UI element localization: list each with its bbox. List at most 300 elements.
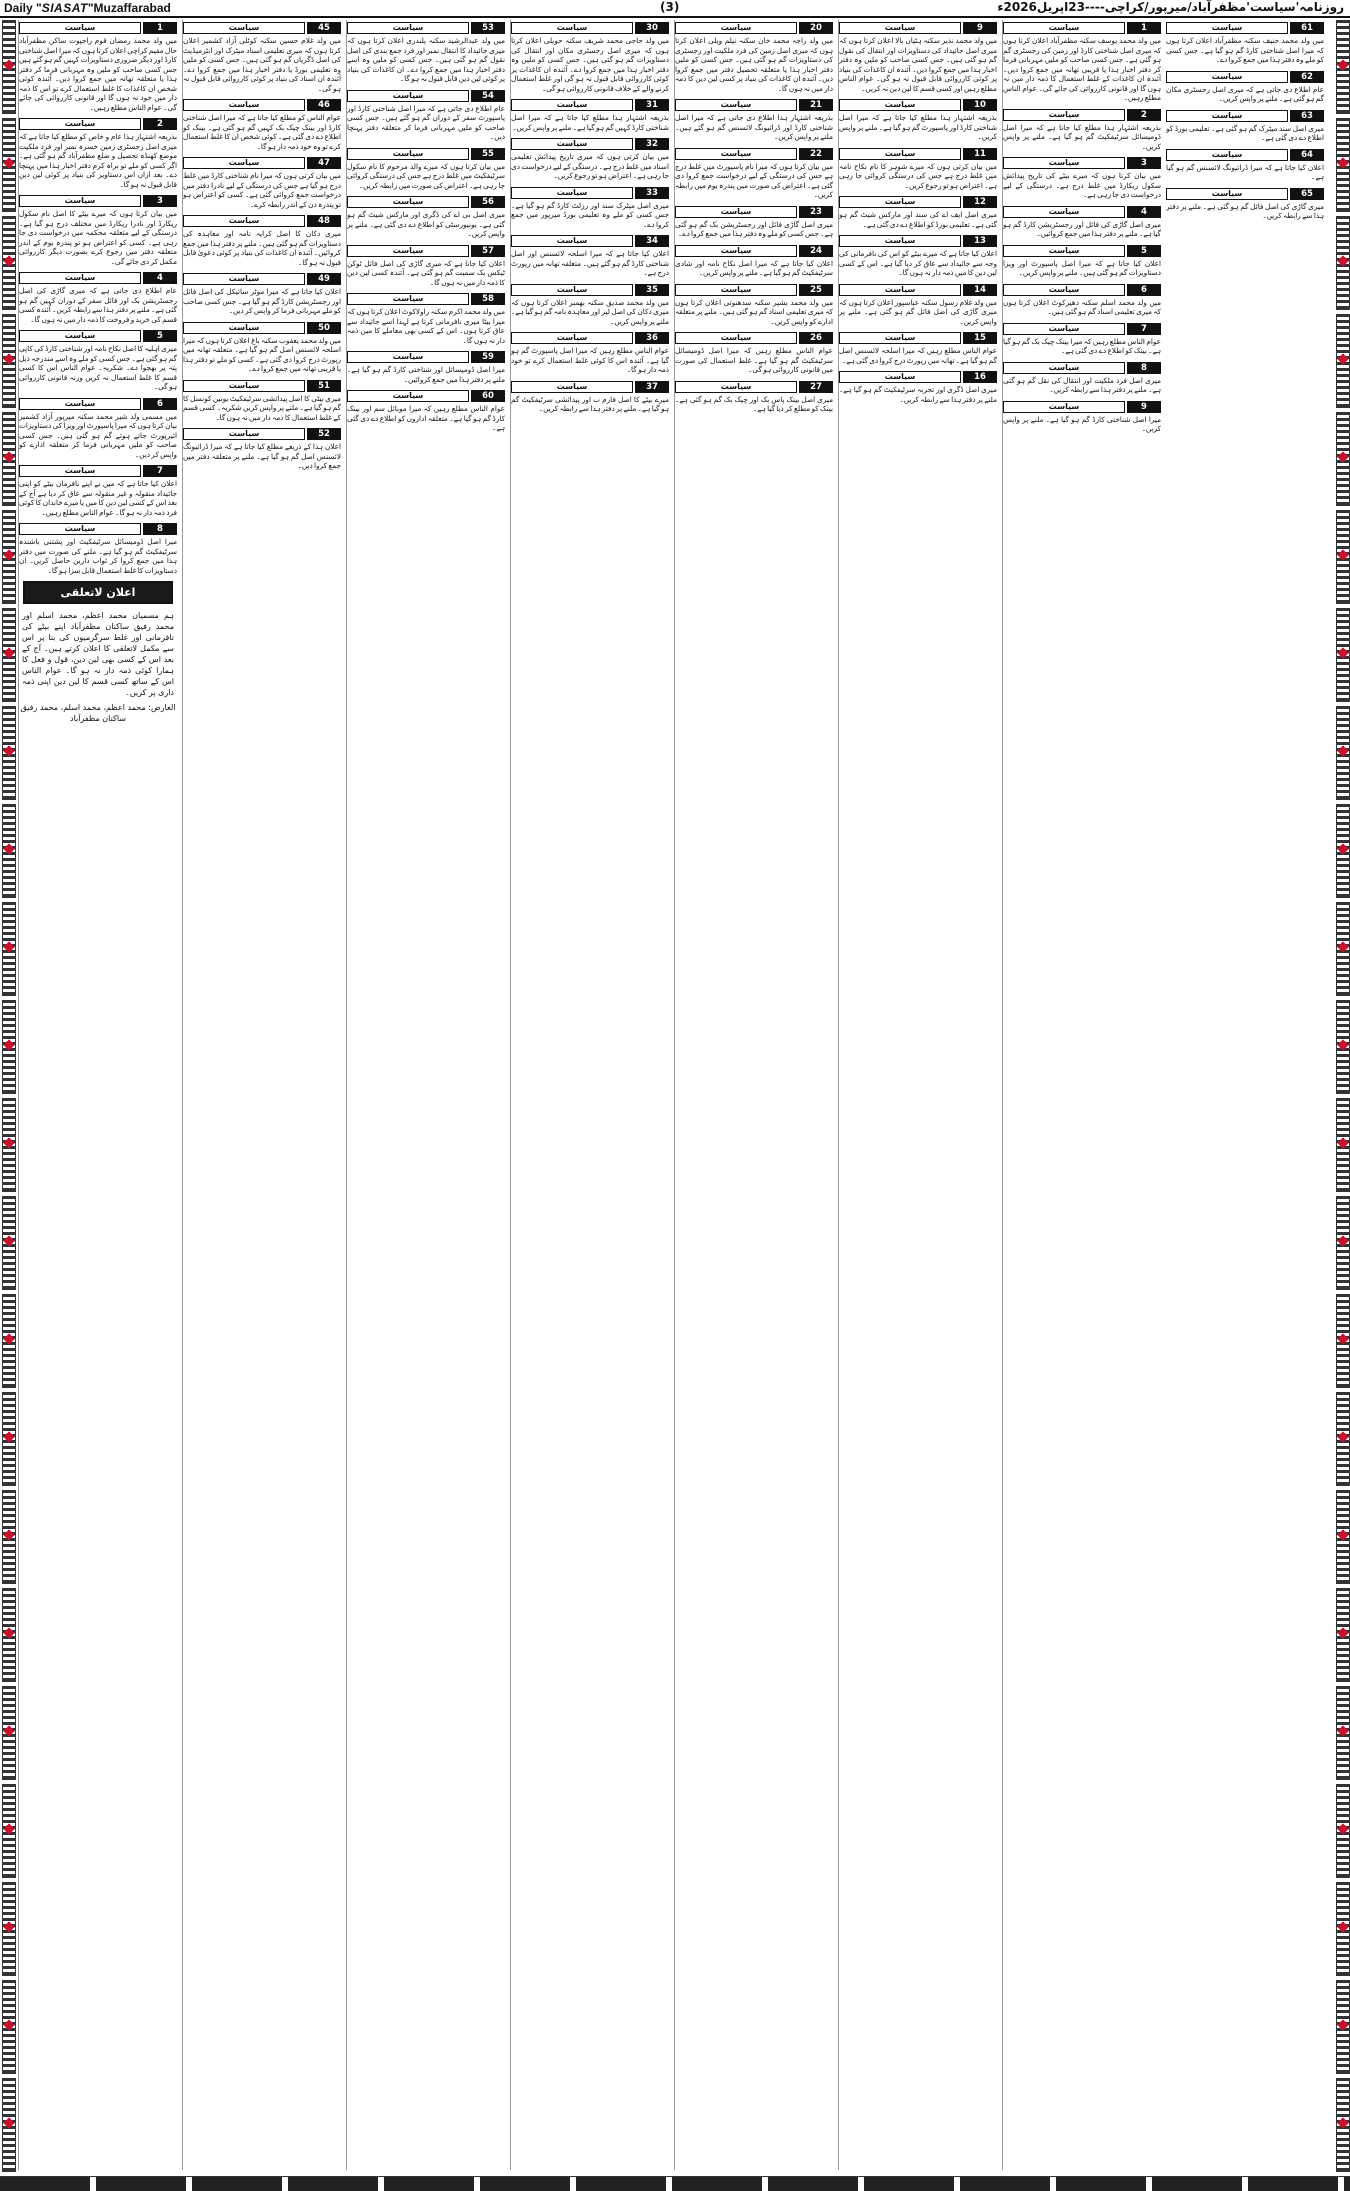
classified-ad bbox=[183, 428, 341, 471]
ad-number: 2 bbox=[1127, 109, 1161, 121]
ad-header bbox=[675, 99, 833, 111]
ad-body: میری گاڑی کی اصل فائل گم ہو گئی ہے۔ ملنے پر دفتر ہذا سے رابطہ کریں۔ bbox=[1166, 201, 1324, 220]
ad-brand-label: سیاست bbox=[19, 118, 141, 130]
ad-number: 58 bbox=[471, 293, 505, 305]
ad-brand-label: سیاست bbox=[839, 332, 961, 344]
ad-header bbox=[1003, 109, 1161, 121]
ad-header bbox=[1166, 22, 1324, 34]
strip-ornament bbox=[2, 216, 16, 310]
ad-header bbox=[183, 215, 341, 227]
classified-ad bbox=[511, 284, 669, 327]
ad-number: 36 bbox=[635, 332, 669, 344]
ad-header bbox=[511, 22, 669, 34]
masthead-left bbox=[4, 1, 171, 15]
strip-ornament bbox=[1336, 1000, 1350, 1094]
classified-ad bbox=[347, 22, 505, 84]
ad-number: 26 bbox=[799, 332, 833, 344]
classified-ad bbox=[183, 157, 341, 209]
ad-brand-label: سیاست bbox=[347, 90, 469, 102]
ad-brand-label: سیاست bbox=[675, 284, 797, 296]
ad-brand-label: سیاست bbox=[1166, 71, 1288, 83]
ad-number: 48 bbox=[307, 215, 341, 227]
classified-ad bbox=[347, 90, 505, 142]
ad-brand-label: سیاست bbox=[183, 380, 305, 392]
strip-ornament bbox=[2, 412, 16, 506]
ad-body: میں بیان کرتی ہوں کہ میرا نام شناختی کارڈ میں غلط درج ہو گیا ہے جس کی درستگی کے لیے نادرا دفتر میں درخواست جمع کروائی گئی ہے۔ کسی کو اعتراض ہو تو پندرہ دن کے اندر رابطہ کرے۔ bbox=[183, 171, 341, 209]
ad-header bbox=[1003, 323, 1161, 335]
ad-number: 57 bbox=[471, 245, 505, 257]
ad-body: میری اصل ڈگری اور تجربہ سرٹیفکیٹ گم ہو گیا ہے۔ ملنے پر دفتر ہذا سے رابطہ کریں۔ bbox=[839, 385, 997, 404]
classified-ad bbox=[675, 148, 833, 200]
strip-ornament bbox=[1336, 608, 1350, 702]
ad-number: 60 bbox=[471, 390, 505, 402]
strip-ornament bbox=[2, 608, 16, 702]
ad-brand-label: سیاست bbox=[1003, 323, 1125, 335]
classified-ad bbox=[839, 22, 997, 93]
ad-number: 14 bbox=[963, 284, 997, 296]
ad-body: میں ولد محمد نذیر سکنہ ہٹیاں بالا اعلان کرتا ہوں کہ میری اصل جائیداد کی دستاویزات اور انتقال کی نقول گم ہو گئی ہیں۔ جس کسی صاحب کو ملیں وہ دفتر اخبار ہذا میں جمع کروا دیں۔ آئندہ ان کاغذات کی بنیاد پر کوئی کارروائی قابل قبول نہ ہو گی۔ عوام الناس مطلع رہیں اور کسی قسم کا لین دین نہ کریں۔ bbox=[839, 36, 997, 93]
ad-column bbox=[182, 20, 341, 2170]
ad-body: میں ولد محمد یعقوب سکنہ باغ اعلان کرتا ہوں کہ میرا اسلحہ لائسنس اصل گم ہو گیا ہے۔ متعلقہ تھانہ میں رپورٹ درج کروا دی گئی ہے۔ کسی کو ملے تو دفتر ہذا یا قریبی تھانہ میں جمع کروا دے۔ bbox=[183, 335, 341, 373]
ad-body: اعلان کیا جاتا ہے کہ میرا اصل نکاح نامہ اور شادی سرٹیفکیٹ گم ہو گیا ہے۔ ملنے پر واپس کریں۔ bbox=[675, 258, 833, 277]
ad-header bbox=[511, 332, 669, 344]
ad-header bbox=[183, 99, 341, 111]
classified-ad bbox=[1003, 323, 1161, 356]
right-decorative-strip bbox=[1336, 20, 1350, 2170]
strip-ornament bbox=[2, 1392, 16, 1486]
classified-ad bbox=[183, 322, 341, 374]
ad-body: میں ولد محمد حنیف سکنہ مظفرآباد اعلان کرتا ہوں کہ میرا اصل شناختی کارڈ گم ہو گیا ہے۔ جس کسی کو ملے وہ دفتر ہذا میں جمع کروا دے۔ bbox=[1166, 36, 1324, 64]
ad-brand-label: سیاست bbox=[1003, 22, 1125, 34]
ad-brand-label: سیاست bbox=[347, 196, 469, 208]
ad-number: 33 bbox=[635, 187, 669, 199]
strip-ornament bbox=[1336, 1392, 1350, 1486]
classified-ad bbox=[675, 206, 833, 239]
ad-brand-label: سیاست bbox=[1003, 362, 1125, 374]
ad-header bbox=[675, 332, 833, 344]
ad-number: 31 bbox=[635, 99, 669, 111]
ad-brand-label: سیاست bbox=[347, 245, 469, 257]
notice-title: اعلان لاتعلقی bbox=[23, 581, 173, 604]
ad-brand-label: سیاست bbox=[19, 523, 141, 535]
ad-body: بذریعہ اشتہار ہذا مطلع کیا جاتا ہے کہ میرا اصل ڈومیسائل سرٹیفکیٹ گم ہو گیا ہے۔ ملنے پر واپس کریں۔ bbox=[1003, 122, 1161, 151]
masthead-prefix: Daily " bbox=[4, 1, 42, 15]
strip-ornament bbox=[1336, 1294, 1350, 1388]
ad-brand-label: سیاست bbox=[19, 465, 141, 477]
ad-body: میں ولد غلام رسول سکنہ عباسپور اعلان کرتا ہوں کہ میری گاڑی کی اصل فائل گم ہو گئی ہے۔ ملنے پر واپس کریں۔ bbox=[839, 297, 997, 326]
ad-brand-label: سیاست bbox=[511, 332, 633, 344]
ad-body: بذریعہ اشتہار ہذا مطلع کیا جاتا ہے کہ میرا اصل شناختی کارڈ کہیں گم ہو گیا ہے۔ ملنے پر واپس کریں۔ bbox=[511, 113, 669, 132]
classified-ad bbox=[183, 273, 341, 316]
ad-body: میں ولد عبدالرشید سکنہ پلندری اعلان کرتا ہوں کہ میری جائیداد کا انتقال نمبر اور فرد جمع بندی کی اصل نقول گم ہو گئی ہیں۔ جس کسی کو ملیں وہ اسے دفتر اخبار ہذا میں جمع کروا دے۔ ان کاغذات کی بنیاد پر کوئی لین دین قابل قبول نہ ہو گا۔ bbox=[347, 36, 505, 83]
ad-number: 64 bbox=[1290, 149, 1324, 161]
ad-header bbox=[1166, 71, 1324, 83]
ad-body: اعلان کیا جاتا ہے کہ میرا موٹر سائیکل کی اصل فائل اور رجسٹریشن کارڈ گم ہو گیا ہے۔ جس کسی صاحب کو ملے مہربانی فرما کر واپس کر دیں۔ bbox=[183, 287, 341, 315]
ad-number: 32 bbox=[635, 138, 669, 150]
ad-number: 25 bbox=[799, 284, 833, 296]
ad-brand-label: سیاست bbox=[675, 381, 797, 393]
ad-header bbox=[347, 148, 505, 160]
ad-header bbox=[1003, 22, 1161, 34]
classified-ad bbox=[1003, 109, 1161, 152]
ad-number: 62 bbox=[1290, 71, 1324, 83]
classified-ad bbox=[675, 332, 833, 375]
bottom-decorative-strip bbox=[0, 2176, 1350, 2191]
ad-header bbox=[675, 22, 833, 34]
classified-ad bbox=[675, 381, 833, 414]
ad-header bbox=[1166, 110, 1324, 122]
ad-header bbox=[511, 284, 669, 296]
classified-ad bbox=[839, 196, 997, 229]
strip-ornament bbox=[1336, 1882, 1350, 1976]
ad-body: میں بیان کرتا ہوں کہ میرے بیٹے کا اصل نام سکول ریکارڈ اور نادرا ریکارڈ میں مختلف درج ہو گیا ہے۔ درستگی کے لیے متعلقہ محکمہ میں درخواست دی جا رہی ہے۔ کسی کو اعتراض ہو تو پندرہ یوم کے اندر متعلقہ دفتر میں رجوع کرے بصورت دیگر کارروائی مکمل کر دی جائے گی۔ bbox=[19, 209, 177, 266]
ad-number: 23 bbox=[799, 206, 833, 218]
ad-body: عوام الناس مطلع رہیں کہ میرا اسلحہ لائسنس اصل گم ہو گیا ہے۔ تھانہ میں رپورٹ درج کروا دی گئی ہے۔ bbox=[839, 346, 997, 365]
ad-header bbox=[19, 398, 177, 410]
strip-ornament bbox=[1336, 902, 1350, 996]
ad-brand-label: سیاست bbox=[347, 293, 469, 305]
classified-ad bbox=[675, 99, 833, 142]
ad-number: 8 bbox=[143, 523, 177, 535]
ad-body: میں بیان کرتا ہوں کہ میرے بیٹے کی تاریخ پیدائش سکول ریکارڈ میں غلط درج ہے۔ درستگی کے لیے درخواست دی جا رہی ہے۔ bbox=[1003, 171, 1161, 199]
strip-ornament bbox=[2, 1686, 16, 1780]
strip-ornament bbox=[1336, 216, 1350, 310]
classified-ad bbox=[183, 22, 341, 93]
ad-header bbox=[1003, 245, 1161, 257]
ad-brand-label: سیاست bbox=[1166, 188, 1288, 200]
notice-body: ہم مسمیان محمد اعظم، محمد اسلم اور محمد رفیق ساکنان مظفرآباد اپنے بیٹے کی نافرمانی اور غلط سرگرمیوں کی بنا پر اس سے مکمل لاتعلقی کا اعلان کرتے ہیں۔ آج کے بعد اس کے کسی بھی لین دین، قول و فعل کا ہمارا کوئی ذمہ دار نہ ہو گا۔ عوام الناس اس کے ساتھ کسی قسم کا لین دین اپنی ذمہ داری پر کریں۔ bbox=[22, 611, 174, 697]
ad-header bbox=[19, 22, 177, 34]
ad-body: میں ولد محمد صدیق سکنہ بھمبر اعلان کرتا ہوں کہ میری دکان کی اصل لیز اور معاہدہ نامہ گم ہو گیا ہے۔ ملنے پر واپس کریں۔ bbox=[511, 297, 669, 326]
ad-header bbox=[347, 90, 505, 102]
ad-number: 16 bbox=[963, 371, 997, 383]
ad-number: 3 bbox=[1127, 157, 1161, 169]
classified-ad bbox=[1003, 157, 1161, 200]
ad-number: 3 bbox=[143, 195, 177, 207]
classified-ad bbox=[347, 245, 505, 288]
ad-body: میں ولد غلام حسین سکنہ کوٹلی آزاد کشمیر اعلان کرتا ہوں کہ میری تعلیمی اسناد میٹرک اور انٹرمیڈیٹ کی اصل ڈگریاں گم ہو گئی ہیں۔ جس کسی کو ملیں وہ تعلیمی بورڈ یا دفتر اخبار ہذا میں جمع کروا دے۔ آئندہ ان اسناد کی بنیاد پر کوئی کارروائی قابل قبول نہ ہو گی۔ bbox=[183, 36, 341, 93]
ad-body: میں ولد راجہ محمد خان سکنہ نیلم ویلی اعلان کرتا ہوں کہ میری اصل زمین کی فرد ملکیت اور رجسٹری کی دستاویزات گم ہو گئی ہیں۔ جس کسی کو ملیں دفتر اخبار ہذا یا متعلقہ تحصیل دفتر میں جمع کروا دیں۔ آئندہ ان کاغذات کی بنیاد پر کسی لین دین کا ذمہ دار میں نہ ہوں گا۔ bbox=[675, 36, 833, 93]
ad-header bbox=[839, 284, 997, 296]
ad-brand-label: سیاست bbox=[675, 245, 797, 257]
ad-body: میرا اصل شناختی کارڈ گم ہو گیا ہے۔ ملنے پر واپس کریں۔ bbox=[1003, 414, 1161, 433]
ad-brand-label: سیاست bbox=[839, 284, 961, 296]
page-number: (3) bbox=[660, 0, 680, 14]
ad-body: اعلان کیا جاتا ہے کہ میں نے اپنے نافرمان بیٹے کو اپنی جائیداد منقولہ و غیر منقولہ سے عاق کر دیا ہے آج کے بعد اس کے کسی لین دین کا میں یا میرے خاندان کا کوئی فرد ذمہ دار نہ ہو گا۔ عوام الناس مطلع رہیں۔ bbox=[19, 479, 177, 517]
ad-brand-label: سیاست bbox=[675, 22, 797, 34]
classified-ad bbox=[839, 332, 997, 365]
classified-ad bbox=[19, 398, 177, 460]
classified-ad bbox=[347, 148, 505, 191]
classified-columns bbox=[18, 20, 1332, 2170]
ad-header bbox=[839, 371, 997, 383]
ad-number: 1 bbox=[1127, 22, 1161, 34]
ad-brand-label: سیاست bbox=[19, 398, 141, 410]
ad-number: 49 bbox=[307, 273, 341, 285]
ad-number: 9 bbox=[963, 22, 997, 34]
ad-header bbox=[675, 245, 833, 257]
ad-body: بذریعہ اشتہار ہذا مطلع کیا جاتا ہے کہ میرا اصل شناختی کارڈ اور پاسپورٹ گم ہو گیا ہے۔ ملنے پر واپس کریں۔ bbox=[839, 113, 997, 141]
ad-number: 22 bbox=[799, 148, 833, 160]
ad-header bbox=[675, 381, 833, 393]
ad-column bbox=[18, 20, 177, 2170]
ad-column bbox=[1002, 20, 1161, 2170]
ad-brand-label: سیاست bbox=[347, 22, 469, 34]
ad-brand-label: سیاست bbox=[511, 99, 633, 111]
ad-header bbox=[347, 293, 505, 305]
strip-ornament bbox=[1336, 1196, 1350, 1290]
ad-header bbox=[511, 99, 669, 111]
classified-ad bbox=[1003, 284, 1161, 317]
ad-body: اعلان کیا جاتا ہے کہ میرا ڈرائیونگ لائسنس گم ہو گیا ہے۔ bbox=[1166, 162, 1324, 181]
ad-number: 7 bbox=[1127, 323, 1161, 335]
ad-number: 21 bbox=[799, 99, 833, 111]
ad-brand-label: سیاست bbox=[511, 22, 633, 34]
classified-ad bbox=[839, 235, 997, 278]
classified-ad bbox=[511, 138, 669, 181]
ad-brand-label: سیاست bbox=[839, 196, 961, 208]
ad-number: 35 bbox=[635, 284, 669, 296]
strip-ornament bbox=[2, 1784, 16, 1878]
classified-ad bbox=[511, 235, 669, 278]
classified-ad bbox=[675, 245, 833, 278]
classified-ad bbox=[511, 99, 669, 132]
ad-body: عوام الناس کو مطلع کیا جاتا ہے کہ میرا اصل شناختی کارڈ اور بینک چیک بک کہیں گم ہو گئی ہے۔ بینک کو اطلاع دے دی گئی ہے۔ کوئی شخص ان کا غلط استعمال کرے تو وہ خود ذمہ دار ہو گا۔ bbox=[183, 113, 341, 151]
ad-brand-label: سیاست bbox=[1166, 149, 1288, 161]
ad-brand-label: سیاست bbox=[675, 206, 797, 218]
ad-body: میں ولد محمد یوسف سکنہ مظفرآباد اعلان کرتا ہوں کہ میری اصل شناختی کارڈ اور زمین کی رجسٹری گم ہو گئی ہے۔ جس کسی صاحب کو ملیں مہربانی فرما کر دفتر اخبار ہذا یا قریبی تھانہ میں جمع کروا دیں۔ آئندہ ان کاغذات کے غلط استعمال کا ذمہ دار میں نہ ہوں گا اور قانونی کارروائی کی جائے گی۔ عوام الناس مطلع رہیں۔ bbox=[1003, 36, 1161, 102]
ad-number: 59 bbox=[471, 351, 505, 363]
ad-body: میری اصل گاڑی فائل اور رجسٹریشن بک گم ہو گئی ہے۔ جس کسی کو ملے وہ دفتر ہذا میں جمع کروا دے۔ bbox=[675, 219, 833, 238]
ad-number: 2 bbox=[143, 118, 177, 130]
ad-body: میں مسمی ولد شیر محمد سکنہ میرپور آزاد کشمیر بیان کرتا ہوں کہ میرا پاسپورٹ اور ویزا کی دستاویزات ائیرپورٹ جاتے ہوئے گم ہو گئی ہیں۔ جس کسی صاحب کو ملیں مہربانی فرما کر متعلقہ ادارے کو واپس کر دیں۔ bbox=[19, 411, 177, 459]
strip-ornament bbox=[2, 804, 16, 898]
ad-body: میری اصل گاڑی کی فائل اور رجسٹریشن کارڈ گم ہو گیا ہے۔ ملنے پر دفتر ہذا میں جمع کروائیں۔ bbox=[1003, 219, 1161, 238]
classified-ad bbox=[1166, 22, 1324, 65]
ad-number: 24 bbox=[799, 245, 833, 257]
strip-ornament bbox=[1336, 804, 1350, 898]
classified-ad bbox=[19, 272, 177, 324]
strip-ornament bbox=[2, 1098, 16, 1192]
ad-number: 20 bbox=[799, 22, 833, 34]
classified-ad bbox=[1166, 188, 1324, 221]
strip-ornament bbox=[1336, 314, 1350, 408]
ad-body: میں ولد محمد اکرم سکنہ راولاکوٹ اعلان کرتا ہوں کہ میرا بیٹا میری نافرمانی کرتا ہے لہذا اسے جائیداد سے عاق کرتا ہوں۔ اس کے کسی بھی معاملے کا میں ذمہ دار نہ ہوں گا۔ bbox=[347, 307, 505, 345]
ad-number: 5 bbox=[143, 330, 177, 342]
ad-body: میں ولد حاجی محمد شریف سکنہ حویلی اعلان کرتا ہوں کہ میری اصل رجسٹری مکان اور انتقال کی دستاویزات گم ہو گئی ہیں۔ جس کسی کو ملیں وہ دفتر اخبار ہذا میں جمع کروا دے۔ آئندہ ان کاغذات پر کوئی کارروائی قابل قبول نہ ہو گی اور غلط استعمال کرنے والے کے خلاف قانونی کارروائی ہو گی۔ bbox=[511, 36, 669, 93]
ad-brand-label: سیاست bbox=[839, 22, 961, 34]
strip-ornament bbox=[2, 314, 16, 408]
ad-header bbox=[1166, 149, 1324, 161]
ad-number: 45 bbox=[307, 22, 341, 34]
classified-ad bbox=[19, 118, 177, 189]
ad-number: 13 bbox=[963, 235, 997, 247]
ad-brand-label: سیاست bbox=[511, 381, 633, 393]
ad-column bbox=[346, 20, 505, 2170]
ad-header bbox=[347, 351, 505, 363]
ad-header bbox=[183, 157, 341, 169]
classified-ad bbox=[511, 332, 669, 375]
ad-number: 4 bbox=[143, 272, 177, 284]
ad-body: میری اصل ایف اے کی سند اور مارکس شیٹ گم ہو گئی ہے۔ تعلیمی بورڈ کو اطلاع دے دی گئی ہے۔ bbox=[839, 210, 997, 229]
strip-ornament bbox=[1336, 2078, 1350, 2172]
ad-brand-label: سیاست bbox=[1166, 110, 1288, 122]
ad-number: 10 bbox=[963, 99, 997, 111]
ad-brand-label: سیاست bbox=[839, 235, 961, 247]
classified-ad bbox=[183, 99, 341, 151]
ad-header bbox=[347, 245, 505, 257]
ad-body: میری اصل بینک پاس بک اور چیک بک گم ہو گئی ہے۔ بینک کو مطلع کر دیا گیا ہے۔ bbox=[675, 394, 833, 413]
strip-ornament bbox=[1336, 20, 1350, 114]
classified-ad bbox=[511, 22, 669, 93]
ad-header bbox=[511, 187, 669, 199]
ad-header bbox=[839, 235, 997, 247]
ad-header bbox=[183, 428, 341, 440]
ad-brand-label: سیاست bbox=[839, 148, 961, 160]
strip-ornament bbox=[2, 510, 16, 604]
ad-body: عوام الناس مطلع رہیں کہ میرا بینک چیک بک گم ہو گیا ہے۔ بینک کو اطلاع دے دی گئی ہے۔ bbox=[1003, 336, 1161, 355]
ad-brand-label: سیاست bbox=[675, 332, 797, 344]
ad-body: میں بیان کرتی ہوں کہ میری تاریخ پیدائش تعلیمی اسناد میں غلط درج ہے۔ درستگی کے لیے درخواست دی جا رہی ہے۔ اعتراض ہو تو رجوع کریں۔ bbox=[511, 152, 669, 180]
ad-header bbox=[511, 235, 669, 247]
ad-number: 53 bbox=[471, 22, 505, 34]
ad-header bbox=[675, 284, 833, 296]
classified-ad bbox=[1166, 149, 1324, 182]
classified-ad bbox=[19, 523, 177, 575]
ad-brand-label: سیاست bbox=[1003, 109, 1125, 121]
ad-brand-label: سیاست bbox=[347, 390, 469, 402]
ad-body: عام اطلاع دی جاتی ہے کہ میری اصل رجسٹری مکان گم ہو گئی ہے۔ ملنے پر واپس کریں۔ bbox=[1166, 84, 1324, 103]
ad-number: 52 bbox=[307, 428, 341, 440]
strip-ornament bbox=[1336, 706, 1350, 800]
ad-brand-label: سیاست bbox=[183, 22, 305, 34]
strip-ornament bbox=[2, 902, 16, 996]
classified-ad bbox=[511, 187, 669, 230]
ad-body: میں ولد محمد رمضان قوم راجپوت ساکن مظفرآباد حال مقیم کراچی اعلان کرتا ہوں کہ میرا اصل شناختی کارڈ اور دیگر ضروری دستاویزات کہیں گم ہو گئے ہیں جس کسی صاحب کو ملیں وہ مہربانی فرما کر دفتر ہذا یا متعلقہ تھانہ میں جمع کروا دیں۔ آئندہ کوئی شخص ان کاغذات کا غلط استعمال کرے تو اس کا ذمہ دار میں خود نہ ہوں گا اور قانونی کارروائی کی جائے گی۔ عوام الناس مطلع رہیں۔ bbox=[19, 36, 177, 112]
classified-ad bbox=[19, 330, 177, 392]
classified-ad bbox=[675, 22, 833, 93]
ad-body: عام اطلاع دی جاتی ہے کہ میرا اصل شناختی کارڈ اور پاسپورٹ سفر کے دوران گم ہو گئے ہیں۔ جس کسی صاحب کو ملیں مہربانی فرما کر متعلقہ دفتر پہنچا دیں۔ bbox=[347, 103, 505, 141]
ad-column bbox=[838, 20, 997, 2170]
strip-ornament bbox=[2, 1490, 16, 1584]
ad-header bbox=[839, 332, 997, 344]
ad-brand-label: سیاست bbox=[1166, 22, 1288, 34]
masthead-right: روزنامہ'سیاست'مظفرآباد/میرپور/کراچی----23اپریل2026ء bbox=[997, 0, 1344, 14]
ad-body: عوام الناس مطلع رہیں کہ میرا اصل پاسپورٹ گم ہو گیا ہے۔ آئندہ اس کا کوئی غلط استعمال کرے تو خود ذمہ دار ہو گا۔ bbox=[511, 346, 669, 374]
ad-body: اعلان کیا جاتا ہے کہ میری گاڑی کی اصل فائل ٹوکن ٹیکس بک سمیت گم ہو گئی ہے۔ آئندہ کسی لین دین کا ذمہ دار میں نہ ہوں گا۔ bbox=[347, 258, 505, 287]
strip-ornament bbox=[1336, 1098, 1350, 1192]
classified-ad bbox=[675, 284, 833, 327]
ad-header bbox=[19, 272, 177, 284]
strip-ornament bbox=[2, 1588, 16, 1682]
ad-header bbox=[183, 22, 341, 34]
ad-header bbox=[839, 99, 997, 111]
strip-ornament bbox=[1336, 1784, 1350, 1878]
strip-ornament bbox=[1336, 510, 1350, 604]
classified-ad bbox=[839, 99, 997, 142]
ad-number: 5 bbox=[1127, 245, 1161, 257]
ad-body: میں ولد محمد بشیر سکنہ سدھنوتی اعلان کرتا ہوں کہ میری تعلیمی اسناد گم ہو گئی ہیں۔ ملنے پر متعلقہ ادارے کو واپس کریں۔ bbox=[675, 297, 833, 326]
ad-body: بذریعہ اشتہار ہذا عام و خاص کو مطلع کیا جاتا ہے کہ میری اصل رجسٹری زمین خسرہ نمبر اور فرد ملکیت موضع کھنڈہ تحصیل و ضلع مظفرآباد گم ہو گئی ہے۔ اگر کسی کو ملے تو براہ کرم دفتر اخبار ہذا میں پہنچا دے۔ بعد ازاں اس دستاویز کی بنیاد پر کوئی لین دین قابل قبول نہ ہو گا۔ bbox=[19, 132, 177, 189]
ad-number: 65 bbox=[1290, 188, 1324, 200]
ad-number: 11 bbox=[963, 148, 997, 160]
ad-brand-label: سیاست bbox=[511, 284, 633, 296]
strip-ornament bbox=[1336, 412, 1350, 506]
ad-header bbox=[19, 523, 177, 535]
ad-brand-label: سیاست bbox=[1003, 245, 1125, 257]
ad-body: اعلان ہذا کے ذریعے مطلع کیا جاتا ہے کہ میرا ڈرائیونگ لائسنس اصل گم ہو گیا ہے۔ ملنے پر متعلقہ دفتر میں جمع کروا دیں۔ bbox=[183, 442, 341, 470]
ad-body: عوام الناس مطلع رہیں کہ میرا اصل ڈومیسائل سرٹیفکیٹ گم ہو گیا ہے۔ غلط استعمال کی صورت میں قانونی کارروائی ہو گی۔ bbox=[675, 346, 833, 374]
ad-body: میری اصل بی اے کی ڈگری اور مارکس شیٹ گم ہو گئی ہے۔ یونیورسٹی کو اطلاع دے دی گئی ہے۔ ملنے پر واپس کریں۔ bbox=[347, 210, 505, 238]
strip-ornament bbox=[2, 1294, 16, 1388]
classified-ad bbox=[839, 148, 997, 191]
ad-brand-label: سیاست bbox=[1003, 401, 1125, 413]
ad-number: 54 bbox=[471, 90, 505, 102]
classified-ad bbox=[511, 381, 669, 414]
ad-header bbox=[19, 330, 177, 342]
strip-ornament bbox=[2, 2078, 16, 2172]
ad-number: 37 bbox=[635, 381, 669, 393]
classified-ad bbox=[183, 215, 341, 267]
classified-ad bbox=[839, 284, 997, 327]
strip-ornament bbox=[2, 1196, 16, 1290]
strip-ornament bbox=[1336, 1980, 1350, 2074]
strip-ornament bbox=[1336, 118, 1350, 212]
classified-ad bbox=[1003, 245, 1161, 278]
ad-body: میری اہلیہ کا اصل نکاح نامہ اور شناختی کارڈ کی کاپی گم ہو گئی ہے۔ جس کسی کو ملے وہ اسے مندرجہ ذیل پتہ پر بھجوا دے۔ شکریہ۔ عوام الناس اس کا کسی قسم کا غلط استعمال نہ کریں ورنہ قانونی کارروائی ہو گی۔ bbox=[19, 344, 177, 391]
ad-header bbox=[19, 465, 177, 477]
ad-number: 47 bbox=[307, 157, 341, 169]
ad-body: میرا اصل ڈومیسائل اور شناختی کارڈ گم ہو گیا ہے۔ ملنے پر دفتر ہذا میں جمع کروائیں۔ bbox=[347, 365, 505, 384]
ad-header bbox=[183, 322, 341, 334]
classified-ad bbox=[1166, 71, 1324, 104]
classified-ad bbox=[1003, 206, 1161, 239]
ad-number: 34 bbox=[635, 235, 669, 247]
ad-header bbox=[839, 196, 997, 208]
ad-column bbox=[674, 20, 833, 2170]
ad-header bbox=[19, 195, 177, 207]
ad-header bbox=[511, 381, 669, 393]
ad-body: میرے بیٹے کا اصل فارم ب اور پیدائشی سرٹیفکیٹ گم ہو گیا ہے۔ ملنے پر دفتر ہذا سے رابطہ کریں۔ bbox=[511, 394, 669, 413]
strip-ornament bbox=[2, 1980, 16, 2074]
ad-brand-label: سیاست bbox=[675, 99, 797, 111]
ad-number: 8 bbox=[1127, 362, 1161, 374]
classified-ad bbox=[347, 390, 505, 433]
strip-ornament bbox=[2, 1882, 16, 1976]
classified-ad bbox=[1003, 362, 1161, 395]
ad-header bbox=[675, 148, 833, 160]
ad-brand-label: سیاست bbox=[1003, 284, 1125, 296]
ad-number: 63 bbox=[1290, 110, 1324, 122]
classified-ad bbox=[839, 371, 997, 404]
ad-brand-label: سیاست bbox=[1003, 157, 1125, 169]
ad-brand-label: سیاست bbox=[19, 195, 141, 207]
notice-signature: العارض: محمد اعظم، محمد اسلم، محمد رفیق ساکنان مظفرآباد bbox=[20, 703, 176, 723]
ad-number: 6 bbox=[1127, 284, 1161, 296]
ad-body: میں بیان کرتا ہوں کہ میرا نام پاسپورٹ میں غلط درج ہے جس کی درستگی کے لیے درخواست جمع کروا دی گئی ہے۔ اعتراض کی صورت میں پندرہ یوم میں رابطہ کریں۔ bbox=[675, 161, 833, 199]
classified-ad bbox=[19, 465, 177, 517]
ad-header bbox=[1003, 284, 1161, 296]
ad-brand-label: سیاست bbox=[183, 273, 305, 285]
ad-body: عوام الناس مطلع رہیں کہ میرا موبائل سم اور بینک کارڈ گم ہو گیا ہے۔ متعلقہ اداروں کو اطلاع دے دی گئی ہے۔ bbox=[347, 404, 505, 432]
classified-ad bbox=[347, 351, 505, 384]
page-header bbox=[0, 0, 1350, 18]
ad-header bbox=[839, 148, 997, 160]
masthead-brand: SIASAT bbox=[41, 1, 88, 15]
ad-header bbox=[1003, 157, 1161, 169]
ad-number: 6 bbox=[143, 398, 177, 410]
classified-ad bbox=[183, 380, 341, 423]
